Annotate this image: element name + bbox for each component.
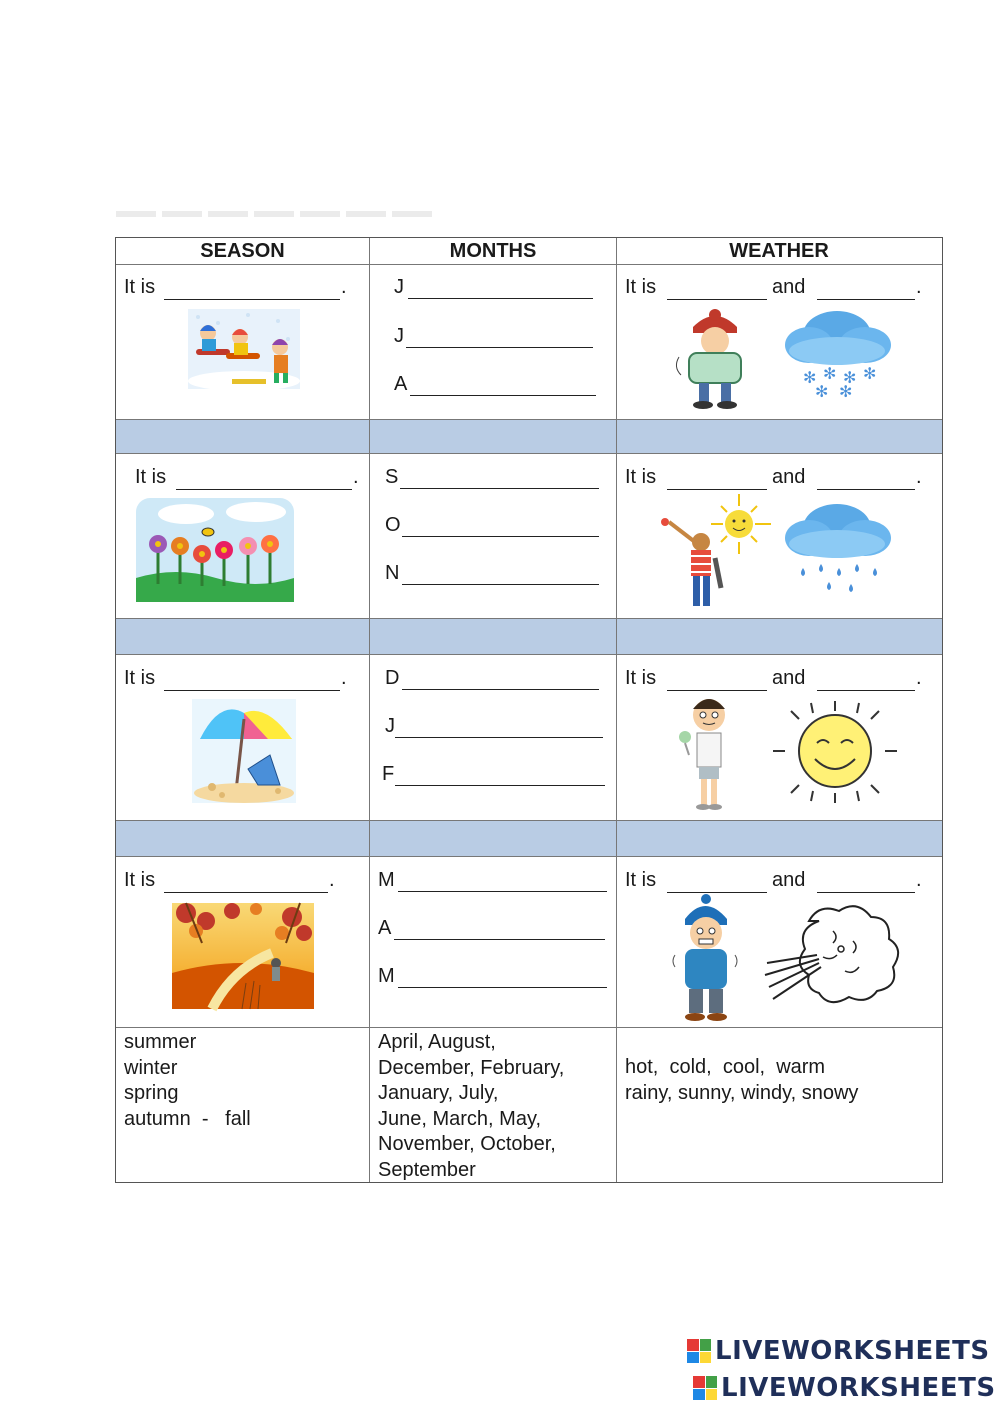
season-prompt: It is xyxy=(124,869,156,891)
season-cell xyxy=(116,857,370,1027)
season-prompt: It is xyxy=(124,276,156,298)
weather-prompt: It is xyxy=(625,276,657,298)
month-answer-field[interactable] xyxy=(400,488,599,489)
cold-boy-icon xyxy=(669,895,743,1023)
word-bank-item: April, August, xyxy=(378,1031,496,1053)
word-bank-weather-list xyxy=(625,1055,858,1106)
season-answer-field[interactable] xyxy=(164,892,328,893)
season-prompt: It is xyxy=(135,466,167,488)
month-letter: J xyxy=(385,715,395,737)
band-cell xyxy=(617,420,941,453)
month-answer-field[interactable] xyxy=(402,689,599,690)
logo-text: LIVEWORKSHEETS xyxy=(721,1373,996,1403)
month-answer-field[interactable] xyxy=(406,347,593,348)
season-answer-field[interactable] xyxy=(164,690,340,691)
spring-flowers-icon xyxy=(136,498,294,602)
word-bank-weather xyxy=(617,1028,941,1182)
month-letter: D xyxy=(385,667,400,689)
weather-prompt: It is xyxy=(625,667,657,689)
month-letter: A xyxy=(394,373,408,395)
weather-cell xyxy=(617,655,941,820)
svg-text:✻: ✻ xyxy=(843,368,857,387)
word-bank-item: rainy, sunny, windy, snowy xyxy=(625,1081,859,1104)
month-answer-field[interactable] xyxy=(402,536,599,537)
table-row xyxy=(116,265,942,420)
months-cell xyxy=(370,857,617,1027)
word-bank-item: December, February, xyxy=(378,1056,565,1079)
season-period: . xyxy=(329,869,335,891)
weather-prompt: It is xyxy=(625,466,657,488)
weather-cell xyxy=(617,454,941,618)
sledding-children-icon xyxy=(188,309,300,389)
weather-period: . xyxy=(916,869,922,891)
band-row xyxy=(116,619,942,655)
season-cell xyxy=(116,265,370,419)
liveworksheets-mark-icon xyxy=(687,1339,711,1363)
autumn-leaves-icon xyxy=(172,903,314,1009)
month-letter: N xyxy=(385,562,400,584)
season-cell xyxy=(116,655,370,820)
band-cell xyxy=(116,420,370,453)
weather-and: and xyxy=(772,869,806,891)
band-row xyxy=(116,821,942,857)
weather-answer-field-2[interactable] xyxy=(817,690,915,691)
season-period: . xyxy=(353,466,359,488)
month-answer-field[interactable] xyxy=(395,737,603,738)
table-row xyxy=(116,655,942,821)
weather-period: . xyxy=(916,466,922,488)
season-period: . xyxy=(341,667,347,689)
hot-boy-icon xyxy=(671,693,743,813)
month-answer-field[interactable] xyxy=(410,395,596,396)
word-bank-row xyxy=(116,1028,942,1182)
word-bank-item: June, March, May, xyxy=(378,1107,542,1130)
season-answer-field[interactable] xyxy=(176,489,352,490)
month-answer-field[interactable] xyxy=(402,584,599,585)
svg-text:✻: ✻ xyxy=(815,382,829,401)
month-letter: M xyxy=(378,869,395,891)
weather-answer-field-1[interactable] xyxy=(667,489,767,490)
word-bank-item: winter xyxy=(124,1056,178,1079)
band-cell xyxy=(370,420,617,453)
word-bank-item: January, July, xyxy=(378,1082,499,1104)
month-answer-field[interactable] xyxy=(398,987,607,988)
season-prompt: It is xyxy=(124,667,156,689)
logo-text: LIVEWORKSHEETS xyxy=(715,1336,990,1366)
word-bank-months-list xyxy=(378,1030,564,1183)
band-cell xyxy=(116,821,370,856)
band-cell xyxy=(617,619,941,654)
warm-boy-sun-icon xyxy=(661,492,773,612)
band-cell xyxy=(617,821,941,856)
band-cell xyxy=(370,821,617,856)
season-answer-field[interactable] xyxy=(164,299,340,300)
weather-and: and xyxy=(772,466,806,488)
weather-and: and xyxy=(772,276,806,298)
word-bank-item: autumn - fall xyxy=(124,1107,251,1130)
liveworksheets-logo xyxy=(693,1373,996,1403)
weather-prompt: It is xyxy=(625,869,657,891)
svg-text:✻: ✻ xyxy=(839,382,853,401)
months-cell xyxy=(370,265,617,419)
months-cell xyxy=(370,454,617,618)
faint-heading-line xyxy=(116,211,436,217)
weather-period: . xyxy=(916,667,922,689)
svg-text:✻: ✻ xyxy=(823,364,837,383)
table-row xyxy=(116,454,942,619)
word-bank-seasons-list xyxy=(124,1030,251,1132)
month-letter: F xyxy=(382,763,395,785)
header-weather: WEATHER xyxy=(729,239,829,262)
word-bank-item: November, October, xyxy=(378,1133,556,1155)
weather-answer-field-1[interactable] xyxy=(667,690,767,691)
month-letter: O xyxy=(385,514,401,536)
word-bank-item: summer xyxy=(124,1031,197,1053)
band-row xyxy=(116,420,942,454)
header-months: MONTHS xyxy=(370,238,617,264)
month-answer-field[interactable] xyxy=(395,785,605,786)
table-row xyxy=(116,857,942,1028)
weather-cell xyxy=(617,857,941,1027)
word-bank-seasons xyxy=(116,1028,370,1182)
month-letter: M xyxy=(378,965,395,987)
word-bank-item: hot, cold, cool, warm xyxy=(625,1056,826,1078)
svg-text:✻: ✻ xyxy=(803,368,817,387)
weather-answer-field-1[interactable] xyxy=(667,892,767,893)
header-season: SEASON xyxy=(116,238,370,264)
word-bank-months xyxy=(370,1028,617,1182)
word-bank-item: spring xyxy=(124,1082,179,1104)
rain-cloud-icon xyxy=(781,498,893,598)
weather-and: and xyxy=(772,667,806,689)
wind-cloud-icon xyxy=(763,901,897,1007)
month-letter: S xyxy=(385,466,399,488)
weather-answer-field-2[interactable] xyxy=(817,299,915,300)
month-letter: J xyxy=(394,276,404,298)
month-answer-field[interactable] xyxy=(398,891,607,892)
table-header-row xyxy=(116,238,942,265)
freezing-man-icon xyxy=(669,307,761,409)
weather-answer-field-1[interactable] xyxy=(667,299,767,300)
svg-text:✻: ✻ xyxy=(863,364,877,383)
weather-answer-field-2[interactable] xyxy=(817,892,915,893)
weather-answer-field-2[interactable] xyxy=(817,489,915,490)
weather-period: . xyxy=(916,276,922,298)
word-bank-item: September xyxy=(378,1158,476,1181)
beach-umbrella-icon xyxy=(192,699,296,803)
band-cell xyxy=(370,619,617,654)
month-letter: J xyxy=(394,325,404,347)
month-answer-field[interactable] xyxy=(408,298,593,299)
snow-cloud-icon xyxy=(781,305,893,401)
months-cell xyxy=(370,655,617,820)
liveworksheets-logo xyxy=(687,1336,990,1366)
band-cell xyxy=(116,619,370,654)
month-answer-field[interactable] xyxy=(394,939,605,940)
weather-cell xyxy=(617,265,941,419)
season-cell xyxy=(116,454,370,618)
worksheet-table xyxy=(115,237,943,1183)
season-period: . xyxy=(341,276,347,298)
month-letter: A xyxy=(378,917,392,939)
smiling-sun-icon xyxy=(771,701,899,805)
liveworksheets-mark-icon xyxy=(693,1376,717,1400)
